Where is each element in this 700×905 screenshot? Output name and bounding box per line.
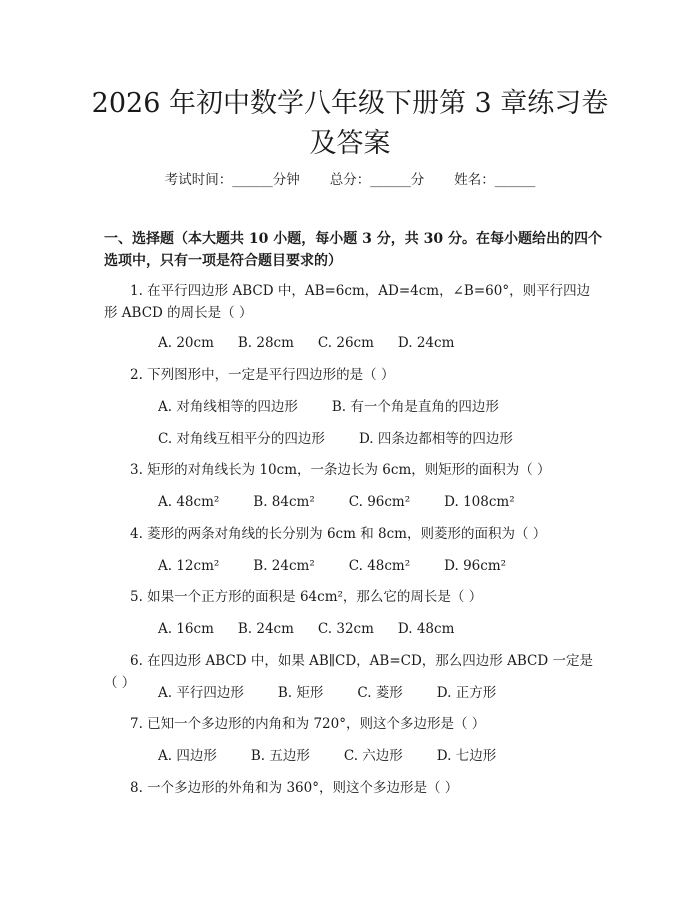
question-7: 7. 已知一个多边形的内角和为 720°，则这个多边形是（ ） <box>130 716 486 732</box>
option-a: A. 平行四边形 <box>158 685 244 701</box>
question-7-options <box>158 745 618 767</box>
option-b: B. 28cm <box>237 335 294 351</box>
option-c: C. 96cm² <box>348 494 411 510</box>
option-b: B. 矩形 <box>277 685 324 701</box>
question-2-options-row-2 <box>158 428 618 450</box>
option-a: A. 12cm² <box>158 558 220 574</box>
option-a: A. 48cm² <box>158 494 220 510</box>
question-6: 6. 在四边形 ABCD 中，如果 AB∥CD，AB=CD，那么四边形 ABCD 一定是（ ） <box>104 653 593 691</box>
option-d: D. 108cm² <box>444 494 515 510</box>
question-4-options <box>158 555 618 577</box>
exam-info-line <box>0 170 700 190</box>
option-b: B. 有一个角是直角的四边形 <box>331 399 499 415</box>
question-8: 8. 一个多边形的外角和为 360°，则这个多边形是（ ） <box>130 780 459 796</box>
option-b: B. 84cm² <box>253 494 315 510</box>
question-5: 5. 如果一个正方形的面积是 64cm²，那么它的周长是（ ） <box>130 589 483 605</box>
option-d: D. 四条边都相等的四边形 <box>358 431 513 447</box>
option-c: C. 26cm <box>317 335 374 351</box>
option-d: D. 七边形 <box>436 748 497 764</box>
question-3-options <box>158 491 618 513</box>
student-name-field: 姓名：______ <box>454 172 536 188</box>
question-1-options <box>158 332 618 354</box>
option-a: A. 20cm <box>158 335 214 351</box>
option-d: D. 48cm <box>397 621 455 637</box>
question-2: 2. 下列图形中，一定是平行四边形的是（ ） <box>130 367 395 383</box>
option-a: A. 对角线相等的四边形 <box>158 399 298 415</box>
question-2-options-row-1 <box>158 396 618 418</box>
option-b: B. 24cm <box>237 621 294 637</box>
question-4: 4. 菱形的两条对角线的长分别为 6cm 和 8cm，则菱形的面积为（ ） <box>130 526 547 542</box>
option-a: A. 四边形 <box>158 748 217 764</box>
option-c: C. 对角线互相平分的四边形 <box>158 431 325 447</box>
option-c: C. 菱形 <box>357 685 403 701</box>
option-c: C. 32cm <box>317 621 374 637</box>
option-b: B. 五边形 <box>250 748 310 764</box>
question-1: 1. 在平行四边形 ABCD 中，AB=6cm，AD=4cm，∠B=60°，则平行四边形 ABCD 的周长是（ ） <box>104 283 591 321</box>
total-score-field: 总分：______分 <box>329 172 425 188</box>
option-c: C. 48cm² <box>348 558 411 574</box>
question-3: 3. 矩形的对角线长为 10cm，一条边长为 6cm，则矩形的面积为（ ） <box>130 462 551 478</box>
option-b: B. 24cm² <box>253 558 315 574</box>
option-d: D. 96cm² <box>444 558 507 574</box>
option-d: D. 24cm <box>397 335 455 351</box>
question-5-options <box>158 618 618 640</box>
option-d: D. 正方形 <box>436 685 497 701</box>
option-c: C. 六边形 <box>343 748 403 764</box>
option-a: A. 16cm <box>158 621 214 637</box>
section-heading: 一、选择题（本大题共 10 小题，每小题 3 分，共 30 分。在每小题给出的四个选项中，只有一项是符合题目要求的） <box>104 231 602 269</box>
exam-time-field: 考试时间：______分钟 <box>164 172 300 188</box>
page-title: 2026 年初中数学八年级下册第 3 章练习卷及答案 <box>91 88 609 159</box>
question-6-options <box>158 682 618 704</box>
